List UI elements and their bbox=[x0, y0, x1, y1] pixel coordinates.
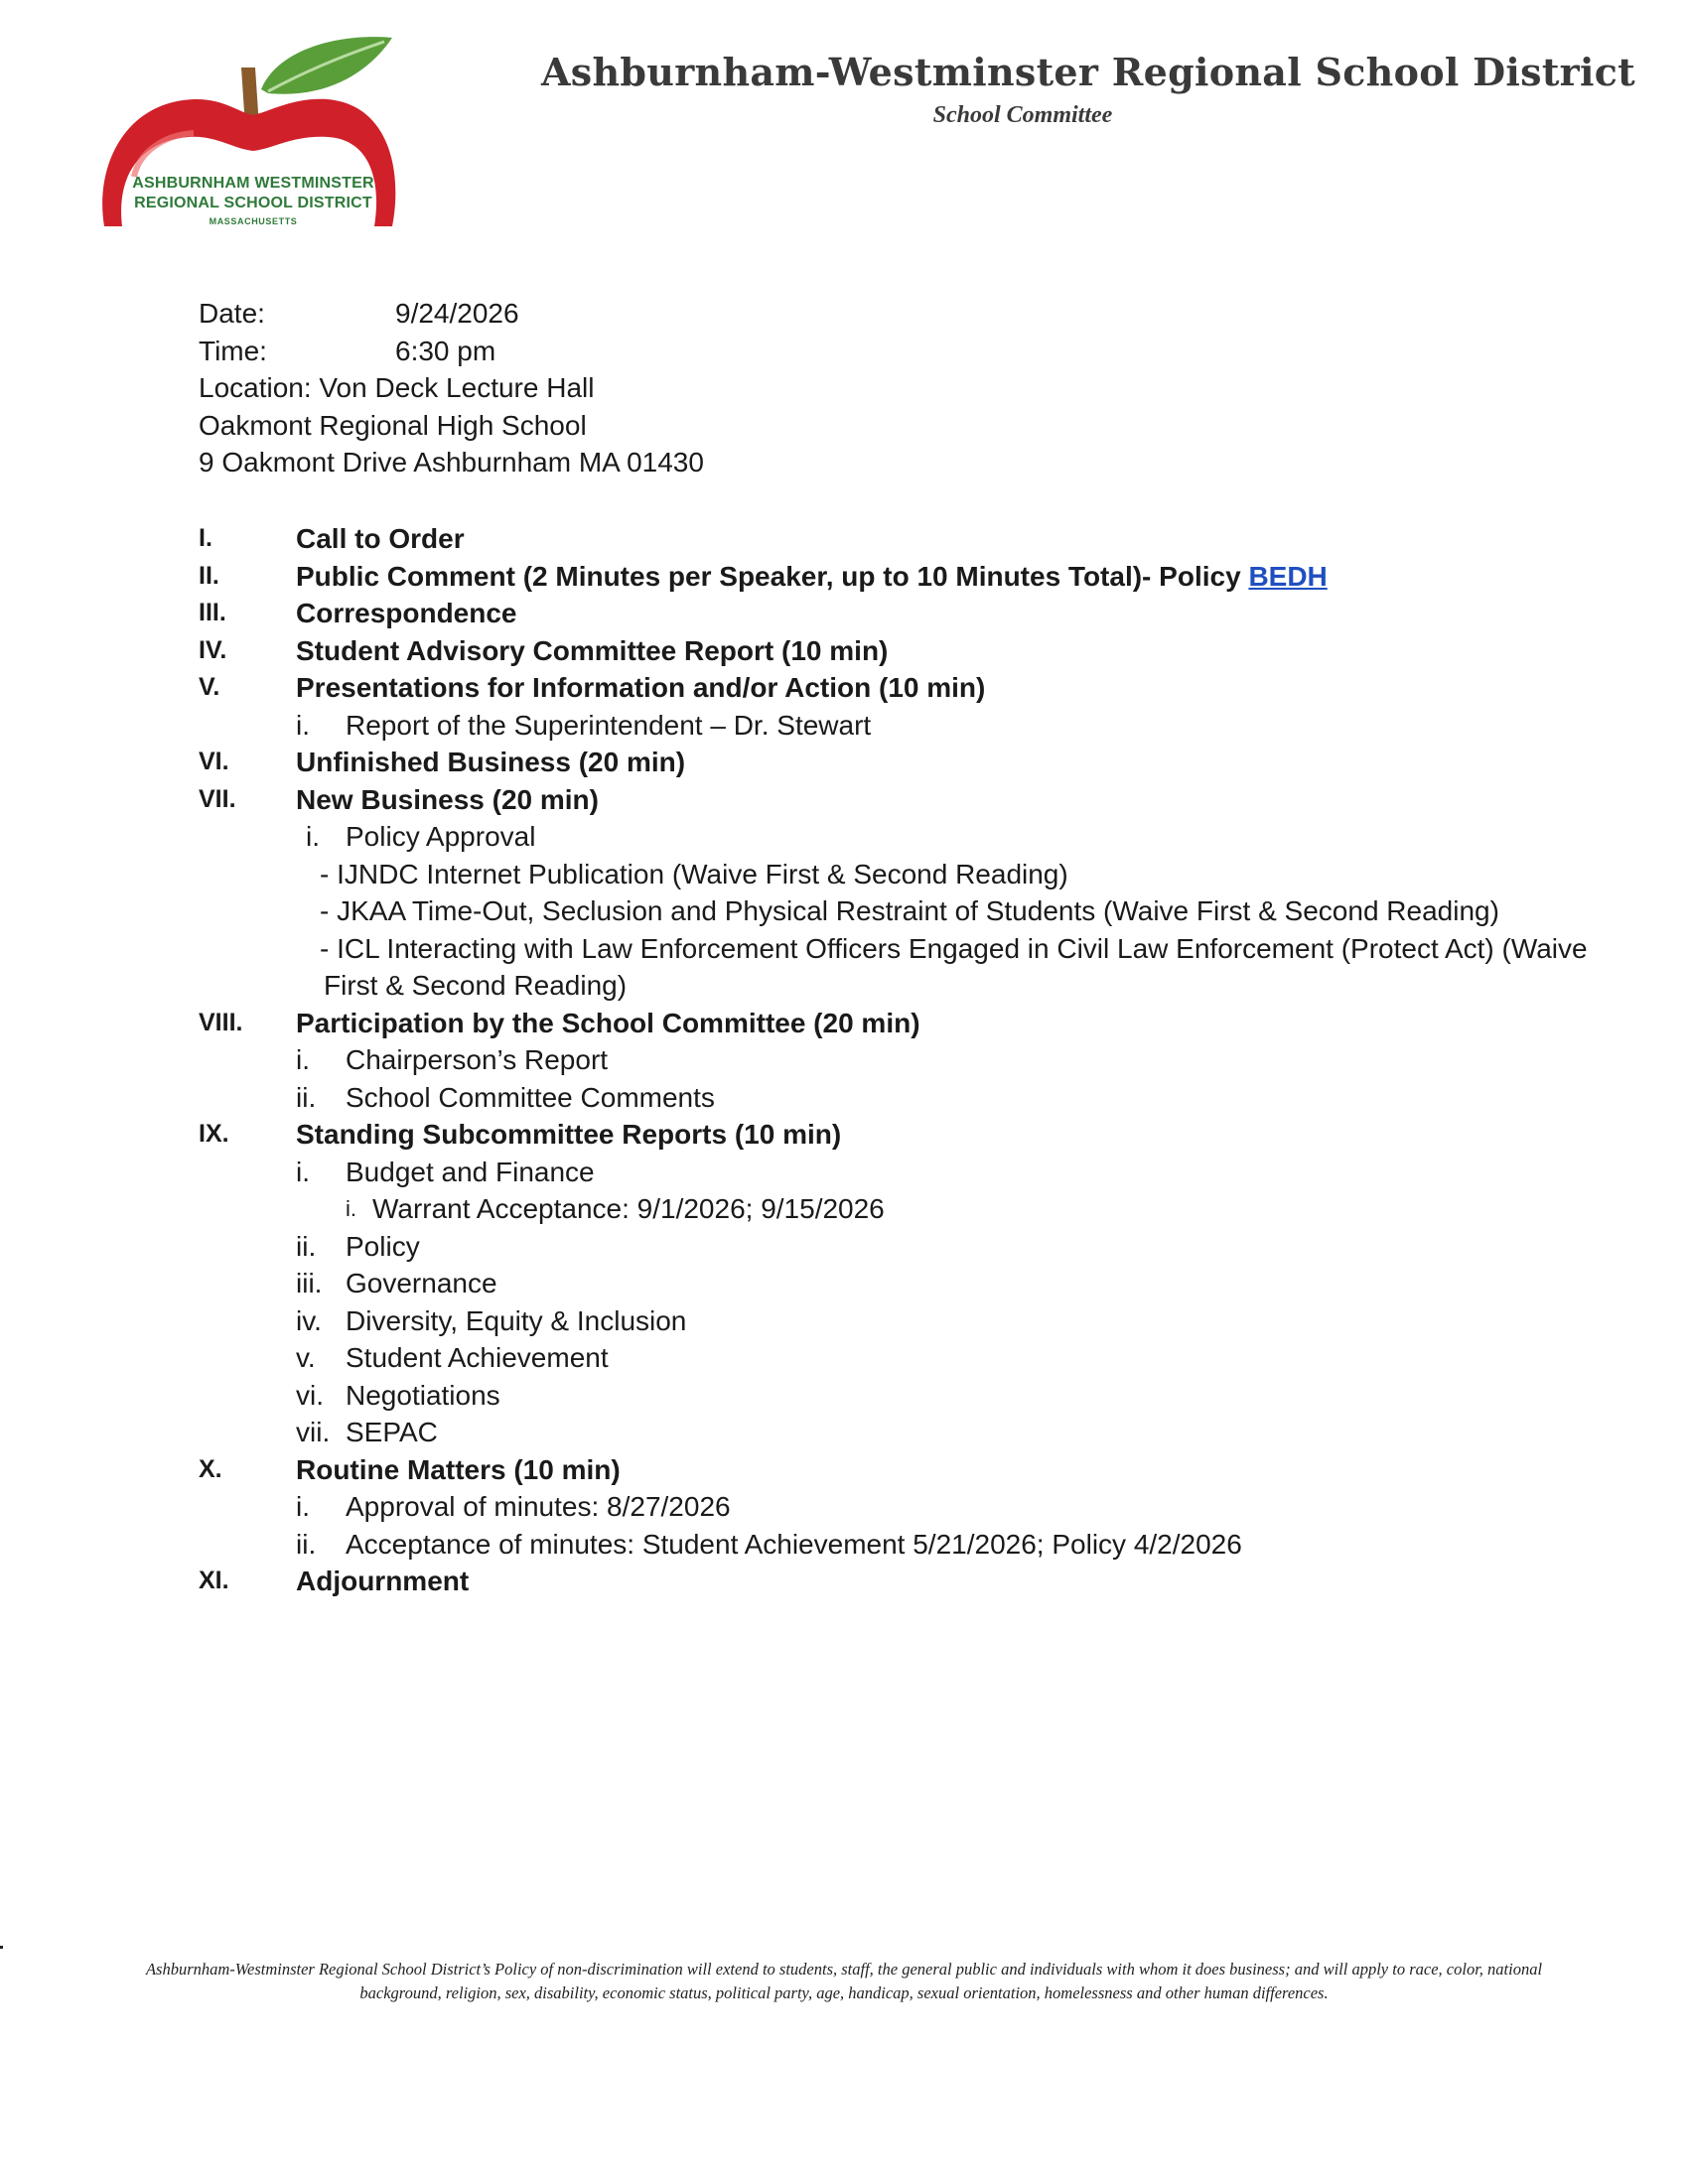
sub-item-number: v. bbox=[296, 1342, 316, 1373]
sub-sub-item-text: Warrant Acceptance: 9/1/2026; 9/15/2026 bbox=[372, 1193, 885, 1224]
sub-item-number: i. bbox=[296, 1491, 310, 1522]
item-number: I. bbox=[199, 524, 212, 552]
stray-mark bbox=[0, 1946, 3, 1949]
item-number: IX. bbox=[199, 1120, 229, 1148]
sub-item-number: ii. bbox=[296, 1081, 317, 1113]
item-title: Presentations for Information and/or Action (10 min) bbox=[296, 672, 986, 703]
item-title: Correspondence bbox=[296, 598, 517, 628]
date-label: Date: bbox=[199, 298, 265, 329]
sub-item bbox=[199, 1154, 1589, 1191]
footer-line1: Ashburnham-Westminster Regional School District’s Policy of non-discrimination will extend to students, staff, the general public and individuals with whom it does business; and will apply to race, color, national bbox=[145, 1960, 1543, 1979]
sub-item-number: iii. bbox=[296, 1268, 323, 1298]
sub-item bbox=[199, 1265, 1589, 1302]
logo-text-line3: MASSACHUSETTS bbox=[209, 216, 298, 226]
item-number: VI. bbox=[199, 748, 229, 775]
agenda-item-unfinished-business bbox=[199, 744, 1589, 781]
sub-item-number: vi. bbox=[296, 1379, 324, 1411]
item-title: New Business (20 min) bbox=[296, 783, 599, 815]
sub-item-text: Negotiations bbox=[346, 1379, 500, 1411]
item-number: XI. bbox=[199, 1567, 229, 1594]
item-title: Adjournment bbox=[296, 1566, 470, 1596]
school-name: Oakmont Regional High School bbox=[199, 409, 587, 441]
policy-text: - ICL Interacting with Law Enforcement Officers Engaged in Civil Law Enforcement (Protect Act) (Waive bbox=[320, 932, 1588, 964]
sub-item bbox=[199, 707, 1589, 745]
district-title: Ashburnham-Westminster Regional School District bbox=[541, 50, 1636, 94]
sub-item bbox=[199, 1079, 1589, 1117]
agenda-item-adjournment bbox=[199, 1563, 1589, 1600]
item-title bbox=[296, 558, 1328, 596]
time-label: Time: bbox=[199, 335, 267, 366]
agenda-list bbox=[199, 520, 1589, 1600]
sub-item-text: Chairperson’s Report bbox=[346, 1044, 609, 1075]
sub-item bbox=[199, 1414, 1589, 1451]
sub-item-number: ii. bbox=[296, 1528, 317, 1560]
sub-item-text: Approval of minutes: 8/27/2026 bbox=[346, 1491, 731, 1522]
policy-line bbox=[199, 930, 1589, 968]
sub-item-text: Acceptance of minutes: Student Achievement 5/21/2026; Policy 4/2/2026 bbox=[346, 1528, 1242, 1560]
meeting-info bbox=[199, 295, 704, 481]
logo-text-line1: ASHBURNHAM WESTMINSTER bbox=[132, 175, 374, 192]
agenda-item-participation bbox=[199, 1005, 1589, 1042]
logo-text-line2: REGIONAL SCHOOL DISTRICT bbox=[134, 195, 372, 211]
item-number: VIII. bbox=[199, 1008, 243, 1036]
policy-text: - IJNDC Internet Publication (Waive First & Second Reading) bbox=[320, 858, 1068, 889]
sub-sub-item-number: i. bbox=[346, 1196, 356, 1221]
sub-item-text: SEPAC bbox=[346, 1417, 438, 1447]
sub-item bbox=[199, 1488, 1589, 1526]
agenda-item-call-to-order bbox=[199, 520, 1589, 558]
sub-item bbox=[199, 818, 1589, 856]
policy-line bbox=[199, 892, 1589, 930]
sub-item-text: Student Achievement bbox=[346, 1342, 609, 1373]
agenda-item-new-business bbox=[199, 781, 1589, 819]
location: Location: Von Deck Lecture Hall bbox=[199, 372, 595, 403]
public-comment-text: Public Comment (2 Minutes per Speaker, up to 10 Minutes Total)- Policy bbox=[296, 560, 1249, 592]
policy-line bbox=[199, 856, 1589, 893]
sub-item bbox=[199, 1302, 1589, 1340]
agenda-item-routine-matters bbox=[199, 1451, 1589, 1489]
policy-bedh-link[interactable]: BEDH bbox=[1248, 560, 1328, 592]
sub-item-text: Diversity, Equity & Inclusion bbox=[346, 1304, 687, 1336]
sub-item-number: i. bbox=[296, 709, 310, 741]
sub-item-text: Budget and Finance bbox=[346, 1156, 595, 1187]
item-title: Participation by the School Committee (20 min) bbox=[296, 1007, 920, 1038]
committee-subtitle: School Committee bbox=[932, 102, 1113, 128]
item-title: Routine Matters (10 min) bbox=[296, 1453, 621, 1485]
item-title: Call to Order bbox=[296, 523, 465, 554]
sub-item bbox=[199, 1377, 1589, 1415]
non-discrimination-footer bbox=[8, 1958, 1680, 2005]
agenda-item-correspondence bbox=[199, 595, 1589, 632]
item-number: V. bbox=[199, 673, 220, 701]
sub-item bbox=[199, 1041, 1589, 1079]
sub-item-number: ii. bbox=[296, 1230, 317, 1262]
agenda-item-student-advisory bbox=[199, 632, 1589, 670]
district-logo bbox=[94, 28, 412, 236]
address: 9 Oakmont Drive Ashburnham MA 01430 bbox=[199, 447, 704, 478]
sub-item-number: i. bbox=[296, 1044, 310, 1075]
item-number: II. bbox=[199, 561, 219, 590]
policy-text: - JKAA Time-Out, Seclusion and Physical Restraint of Students (Waive First & Second Reading) bbox=[320, 895, 1499, 926]
sub-item-number: i. bbox=[306, 821, 320, 852]
time-row bbox=[199, 333, 704, 370]
item-title: Standing Subcommittee Reports (10 min) bbox=[296, 1119, 842, 1150]
policy-line-continued bbox=[199, 967, 1589, 1005]
sub-item-number: vii. bbox=[296, 1417, 331, 1447]
sub-item-number: iv. bbox=[296, 1304, 322, 1336]
sub-item-number: i. bbox=[296, 1156, 310, 1187]
item-title: Unfinished Business (20 min) bbox=[296, 747, 686, 777]
sub-item bbox=[199, 1339, 1589, 1377]
item-title: Student Advisory Committee Report (10 min) bbox=[296, 634, 889, 666]
agenda-item-public-comment bbox=[199, 558, 1589, 596]
date-row bbox=[199, 295, 704, 333]
agenda-item-subcommittee-reports bbox=[199, 1116, 1589, 1154]
sub-item bbox=[199, 1228, 1589, 1266]
date-value: 9/24/2026 bbox=[395, 298, 519, 329]
sub-item-text: Policy bbox=[346, 1230, 420, 1262]
item-number: III. bbox=[199, 599, 226, 626]
agenda-item-presentations bbox=[199, 669, 1589, 707]
footer-line2: background, religion, sex, disability, economic status, political party, age, handicap, sexual orientation, homelessness and other human differences. bbox=[359, 1983, 1329, 2002]
sub-sub-item bbox=[199, 1190, 1589, 1228]
policy-text: First & Second Reading) bbox=[324, 970, 628, 1001]
sub-item-text: Policy Approval bbox=[346, 821, 536, 852]
sub-item-text: Governance bbox=[346, 1268, 497, 1298]
item-number: X. bbox=[199, 1454, 222, 1483]
sub-item-text: Report of the Superintendent – Dr. Stewart bbox=[346, 709, 872, 741]
time-value: 6:30 pm bbox=[395, 335, 496, 366]
item-number: IV. bbox=[199, 635, 227, 664]
item-number: VII. bbox=[199, 784, 236, 813]
sub-item-text: School Committee Comments bbox=[346, 1081, 715, 1113]
sub-item bbox=[199, 1526, 1589, 1564]
